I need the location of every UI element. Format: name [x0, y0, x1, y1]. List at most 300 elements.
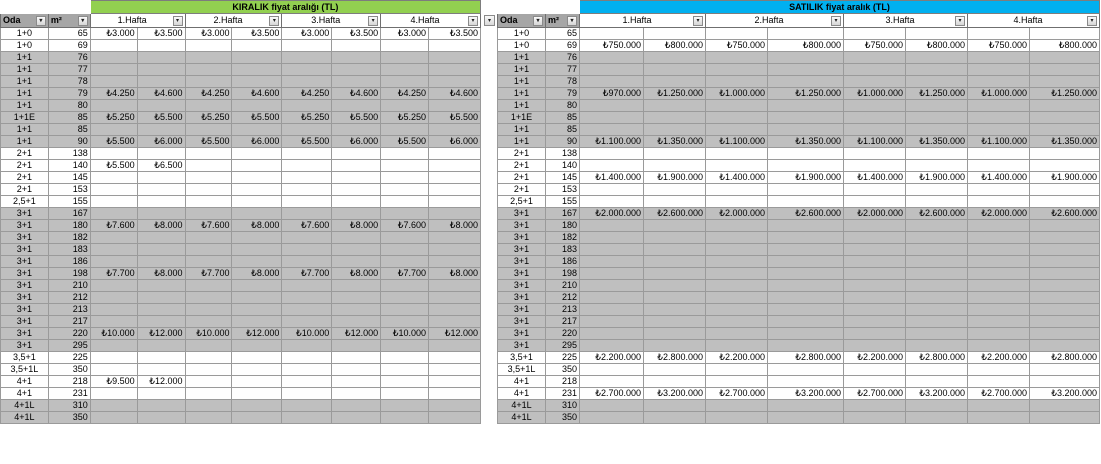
area-cell[interactable]: 140	[48, 160, 90, 172]
price-min-cell[interactable]	[580, 412, 644, 424]
area-cell[interactable]: 167	[48, 208, 90, 220]
room-type-cell[interactable]: 3+1	[1, 244, 49, 256]
price-max-cell[interactable]	[332, 388, 381, 400]
price-max-cell[interactable]: ₺3.500	[232, 28, 282, 40]
price-max-cell[interactable]	[906, 376, 968, 388]
area-cell[interactable]: 295	[48, 340, 90, 352]
price-max-cell[interactable]: ₺1.250.000	[906, 88, 968, 100]
area-cell[interactable]: 218	[48, 376, 90, 388]
price-min-cell[interactable]	[90, 244, 137, 256]
price-max-cell[interactable]	[137, 124, 185, 136]
price-min-cell[interactable]	[844, 160, 906, 172]
price-max-cell[interactable]	[332, 256, 381, 268]
area-cell[interactable]: 350	[48, 412, 90, 424]
price-min-cell[interactable]: ₺2.000.000	[706, 208, 768, 220]
price-max-cell[interactable]	[232, 208, 282, 220]
price-max-cell[interactable]	[137, 184, 185, 196]
room-type-cell[interactable]: 3+1	[498, 340, 546, 352]
room-type-cell[interactable]: 3+1	[1, 280, 49, 292]
price-min-cell[interactable]	[282, 412, 332, 424]
price-min-cell[interactable]	[844, 100, 906, 112]
price-min-cell[interactable]	[185, 172, 232, 184]
price-min-cell[interactable]	[381, 256, 429, 268]
price-min-cell[interactable]	[185, 400, 232, 412]
area-cell[interactable]: 213	[48, 304, 90, 316]
price-min-cell[interactable]	[706, 220, 768, 232]
price-max-cell[interactable]	[232, 280, 282, 292]
price-min-cell[interactable]	[282, 400, 332, 412]
price-min-cell[interactable]: ₺2.700.000	[844, 388, 906, 400]
price-max-cell[interactable]	[332, 172, 381, 184]
price-min-cell[interactable]	[185, 376, 232, 388]
price-min-cell[interactable]: ₺5.250	[90, 112, 137, 124]
room-type-cell[interactable]: 1+1	[498, 88, 546, 100]
price-min-cell[interactable]	[381, 316, 429, 328]
price-min-cell[interactable]: ₺2.700.000	[706, 388, 768, 400]
area-cell[interactable]: 182	[48, 232, 90, 244]
price-max-cell[interactable]: ₺3.500	[332, 28, 381, 40]
price-min-cell[interactable]	[580, 28, 644, 40]
price-max-cell[interactable]	[906, 112, 968, 124]
price-min-cell[interactable]	[381, 364, 429, 376]
price-min-cell[interactable]	[90, 196, 137, 208]
price-min-cell[interactable]	[185, 184, 232, 196]
room-type-cell[interactable]: 2+1	[498, 160, 546, 172]
price-max-cell[interactable]	[429, 160, 481, 172]
price-max-cell[interactable]	[644, 328, 706, 340]
header-week-4[interactable]	[968, 14, 1100, 28]
price-max-cell[interactable]	[137, 340, 185, 352]
price-max-cell[interactable]: ₺2.800.000	[906, 352, 968, 364]
room-type-cell[interactable]: 2+1	[1, 184, 49, 196]
price-max-cell[interactable]	[232, 172, 282, 184]
area-cell[interactable]: 180	[546, 220, 580, 232]
price-max-cell[interactable]	[232, 52, 282, 64]
price-max-cell[interactable]	[906, 244, 968, 256]
header-oda[interactable]	[1, 14, 49, 28]
price-min-cell[interactable]	[844, 28, 906, 40]
price-max-cell[interactable]	[768, 184, 844, 196]
filter-dropdown-icon[interactable]: ▾	[78, 16, 88, 26]
price-max-cell[interactable]	[137, 244, 185, 256]
price-min-cell[interactable]	[844, 232, 906, 244]
price-min-cell[interactable]	[968, 100, 1030, 112]
price-max-cell[interactable]	[332, 196, 381, 208]
price-min-cell[interactable]	[580, 244, 644, 256]
price-max-cell[interactable]: ₺6.500	[137, 160, 185, 172]
price-min-cell[interactable]	[185, 364, 232, 376]
price-max-cell[interactable]: ₺12.000	[137, 376, 185, 388]
price-max-cell[interactable]	[232, 40, 282, 52]
room-type-cell[interactable]: 3+1	[498, 292, 546, 304]
price-max-cell[interactable]	[906, 196, 968, 208]
room-type-cell[interactable]: 1+1	[498, 100, 546, 112]
price-max-cell[interactable]	[332, 52, 381, 64]
price-min-cell[interactable]: ₺4.250	[381, 88, 429, 100]
price-min-cell[interactable]	[580, 280, 644, 292]
price-max-cell[interactable]	[137, 40, 185, 52]
price-max-cell[interactable]	[137, 64, 185, 76]
price-min-cell[interactable]	[580, 100, 644, 112]
price-max-cell[interactable]	[644, 64, 706, 76]
room-type-cell[interactable]: 4+1L	[498, 400, 546, 412]
filter-dropdown-icon[interactable]: ▾	[955, 16, 965, 26]
price-max-cell[interactable]	[332, 148, 381, 160]
price-min-cell[interactable]	[968, 148, 1030, 160]
price-max-cell[interactable]: ₺3.200.000	[768, 388, 844, 400]
price-min-cell[interactable]	[580, 184, 644, 196]
price-max-cell[interactable]	[644, 412, 706, 424]
area-cell[interactable]: 167	[546, 208, 580, 220]
price-max-cell[interactable]	[232, 196, 282, 208]
room-type-cell[interactable]: 3+1	[1, 316, 49, 328]
price-max-cell[interactable]	[332, 304, 381, 316]
price-max-cell[interactable]	[1030, 232, 1100, 244]
price-min-cell[interactable]	[968, 328, 1030, 340]
price-min-cell[interactable]: ₺1.400.000	[968, 172, 1030, 184]
price-max-cell[interactable]	[906, 184, 968, 196]
price-max-cell[interactable]	[232, 376, 282, 388]
room-type-cell[interactable]: 3+1	[498, 256, 546, 268]
price-min-cell[interactable]	[706, 280, 768, 292]
area-cell[interactable]: 231	[546, 388, 580, 400]
header-week-1[interactable]	[580, 14, 706, 28]
price-max-cell[interactable]	[768, 316, 844, 328]
price-max-cell[interactable]	[906, 76, 968, 88]
price-max-cell[interactable]	[644, 232, 706, 244]
price-max-cell[interactable]	[906, 160, 968, 172]
price-min-cell[interactable]	[282, 256, 332, 268]
area-cell[interactable]: 153	[48, 184, 90, 196]
price-min-cell[interactable]: ₺750.000	[580, 40, 644, 52]
room-type-cell[interactable]: 3+1	[1, 256, 49, 268]
price-max-cell[interactable]	[429, 64, 481, 76]
price-min-cell[interactable]	[185, 352, 232, 364]
area-cell[interactable]: 182	[546, 232, 580, 244]
room-type-cell[interactable]: 2+1	[1, 172, 49, 184]
price-min-cell[interactable]	[968, 364, 1030, 376]
price-max-cell[interactable]	[768, 220, 844, 232]
price-max-cell[interactable]	[1030, 280, 1100, 292]
price-max-cell[interactable]: ₺2.600.000	[644, 208, 706, 220]
price-min-cell[interactable]	[844, 148, 906, 160]
area-cell[interactable]: 80	[48, 100, 90, 112]
price-max-cell[interactable]	[768, 76, 844, 88]
price-min-cell[interactable]	[968, 160, 1030, 172]
price-max-cell[interactable]	[332, 364, 381, 376]
price-max-cell[interactable]	[429, 124, 481, 136]
price-max-cell[interactable]	[768, 52, 844, 64]
price-max-cell[interactable]	[768, 268, 844, 280]
price-min-cell[interactable]	[282, 160, 332, 172]
price-max-cell[interactable]	[906, 400, 968, 412]
price-min-cell[interactable]	[282, 364, 332, 376]
area-cell[interactable]: 69	[546, 40, 580, 52]
price-min-cell[interactable]	[185, 196, 232, 208]
price-max-cell[interactable]	[232, 400, 282, 412]
room-type-cell[interactable]: 1+0	[1, 40, 49, 52]
price-max-cell[interactable]: ₺2.600.000	[1030, 208, 1100, 220]
price-max-cell[interactable]	[137, 196, 185, 208]
header-m2[interactable]	[48, 14, 90, 28]
price-max-cell[interactable]	[232, 100, 282, 112]
price-min-cell[interactable]	[185, 40, 232, 52]
price-min-cell[interactable]: ₺750.000	[844, 40, 906, 52]
area-cell[interactable]: 295	[546, 340, 580, 352]
area-cell[interactable]: 138	[546, 148, 580, 160]
price-max-cell[interactable]: ₺8.000	[332, 268, 381, 280]
price-max-cell[interactable]	[906, 100, 968, 112]
price-min-cell[interactable]	[381, 376, 429, 388]
price-max-cell[interactable]	[332, 184, 381, 196]
price-min-cell[interactable]	[968, 124, 1030, 136]
price-min-cell[interactable]	[580, 376, 644, 388]
area-cell[interactable]: 145	[48, 172, 90, 184]
price-max-cell[interactable]	[332, 76, 381, 88]
area-cell[interactable]: 153	[546, 184, 580, 196]
price-max-cell[interactable]	[768, 100, 844, 112]
price-min-cell[interactable]	[968, 220, 1030, 232]
price-min-cell[interactable]	[580, 232, 644, 244]
price-max-cell[interactable]	[429, 184, 481, 196]
price-max-cell[interactable]	[332, 124, 381, 136]
price-max-cell[interactable]	[332, 352, 381, 364]
price-min-cell[interactable]	[706, 28, 768, 40]
price-min-cell[interactable]	[844, 268, 906, 280]
price-min-cell[interactable]	[282, 100, 332, 112]
price-min-cell[interactable]: ₺7.600	[381, 220, 429, 232]
room-type-cell[interactable]: 1+0	[1, 28, 49, 40]
price-min-cell[interactable]	[706, 148, 768, 160]
price-min-cell[interactable]: ₺3.000	[90, 28, 137, 40]
price-min-cell[interactable]: ₺3.000	[282, 28, 332, 40]
price-max-cell[interactable]: ₺8.000	[232, 220, 282, 232]
price-min-cell[interactable]	[844, 76, 906, 88]
room-type-cell[interactable]: 3+1	[1, 292, 49, 304]
price-max-cell[interactable]	[332, 340, 381, 352]
area-cell[interactable]: 198	[48, 268, 90, 280]
price-min-cell[interactable]	[968, 316, 1030, 328]
header-week-3[interactable]	[844, 14, 968, 28]
price-max-cell[interactable]	[906, 364, 968, 376]
area-cell[interactable]: 210	[48, 280, 90, 292]
price-max-cell[interactable]	[768, 292, 844, 304]
price-max-cell[interactable]	[906, 256, 968, 268]
price-min-cell[interactable]	[282, 148, 332, 160]
price-min-cell[interactable]	[706, 52, 768, 64]
price-min-cell[interactable]	[282, 76, 332, 88]
price-min-cell[interactable]	[381, 352, 429, 364]
room-type-cell[interactable]: 2+1	[498, 172, 546, 184]
price-max-cell[interactable]	[644, 316, 706, 328]
price-min-cell[interactable]	[381, 196, 429, 208]
area-cell[interactable]: 220	[48, 328, 90, 340]
price-min-cell[interactable]	[706, 160, 768, 172]
room-type-cell[interactable]: 1+1	[498, 64, 546, 76]
price-min-cell[interactable]	[90, 64, 137, 76]
price-max-cell[interactable]	[1030, 364, 1100, 376]
area-cell[interactable]: 198	[546, 268, 580, 280]
price-max-cell[interactable]	[644, 376, 706, 388]
price-max-cell[interactable]	[906, 232, 968, 244]
price-min-cell[interactable]	[580, 268, 644, 280]
price-max-cell[interactable]	[768, 112, 844, 124]
price-max-cell[interactable]	[429, 244, 481, 256]
price-max-cell[interactable]	[137, 100, 185, 112]
price-max-cell[interactable]: ₺800.000	[768, 40, 844, 52]
price-max-cell[interactable]	[137, 304, 185, 316]
price-max-cell[interactable]	[1030, 196, 1100, 208]
price-min-cell[interactable]	[185, 160, 232, 172]
price-max-cell[interactable]	[137, 352, 185, 364]
price-max-cell[interactable]	[137, 292, 185, 304]
price-min-cell[interactable]	[185, 232, 232, 244]
room-type-cell[interactable]: 3+1	[498, 328, 546, 340]
area-cell[interactable]: 90	[546, 136, 580, 148]
price-max-cell[interactable]	[1030, 256, 1100, 268]
price-min-cell[interactable]	[580, 52, 644, 64]
price-max-cell[interactable]: ₺800.000	[644, 40, 706, 52]
price-min-cell[interactable]	[580, 328, 644, 340]
price-max-cell[interactable]	[906, 316, 968, 328]
price-min-cell[interactable]: ₺10.000	[90, 328, 137, 340]
price-min-cell[interactable]: ₺1.400.000	[706, 172, 768, 184]
area-cell[interactable]: 65	[48, 28, 90, 40]
price-min-cell[interactable]: ₺10.000	[282, 328, 332, 340]
area-cell[interactable]: 138	[48, 148, 90, 160]
price-min-cell[interactable]	[381, 232, 429, 244]
price-min-cell[interactable]	[580, 256, 644, 268]
price-min-cell[interactable]	[185, 208, 232, 220]
price-min-cell[interactable]: ₺5.500	[90, 136, 137, 148]
area-cell[interactable]: 76	[48, 52, 90, 64]
price-min-cell[interactable]	[968, 196, 1030, 208]
price-max-cell[interactable]	[1030, 64, 1100, 76]
price-min-cell[interactable]	[968, 28, 1030, 40]
price-max-cell[interactable]	[1030, 316, 1100, 328]
price-max-cell[interactable]: ₺3.200.000	[644, 388, 706, 400]
price-max-cell[interactable]	[768, 232, 844, 244]
area-cell[interactable]: 350	[546, 412, 580, 424]
price-min-cell[interactable]: ₺5.500	[185, 136, 232, 148]
room-type-cell[interactable]: 4+1	[498, 388, 546, 400]
room-type-cell[interactable]: 3+1	[498, 244, 546, 256]
price-min-cell[interactable]	[90, 52, 137, 64]
price-max-cell[interactable]	[429, 100, 481, 112]
price-min-cell[interactable]	[968, 112, 1030, 124]
price-max-cell[interactable]	[137, 400, 185, 412]
price-min-cell[interactable]	[968, 244, 1030, 256]
price-max-cell[interactable]	[429, 340, 481, 352]
price-min-cell[interactable]	[185, 316, 232, 328]
price-max-cell[interactable]	[232, 340, 282, 352]
room-type-cell[interactable]: 1+1E	[498, 112, 546, 124]
room-type-cell[interactable]: 1+1	[1, 64, 49, 76]
price-min-cell[interactable]	[381, 100, 429, 112]
price-max-cell[interactable]	[906, 124, 968, 136]
price-max-cell[interactable]	[137, 280, 185, 292]
price-min-cell[interactable]: ₺2.200.000	[706, 352, 768, 364]
price-min-cell[interactable]	[381, 244, 429, 256]
price-max-cell[interactable]: ₺5.500	[137, 112, 185, 124]
price-min-cell[interactable]: ₺3.000	[185, 28, 232, 40]
price-max-cell[interactable]	[644, 52, 706, 64]
price-min-cell[interactable]	[580, 64, 644, 76]
area-cell[interactable]: 155	[48, 196, 90, 208]
price-min-cell[interactable]	[706, 268, 768, 280]
price-min-cell[interactable]: ₺1.000.000	[706, 88, 768, 100]
price-max-cell[interactable]	[906, 412, 968, 424]
price-min-cell[interactable]: ₺1.100.000	[706, 136, 768, 148]
price-min-cell[interactable]: ₺1.000.000	[844, 88, 906, 100]
header-week-3[interactable]	[282, 14, 381, 28]
price-max-cell[interactable]: ₺4.600	[232, 88, 282, 100]
area-cell[interactable]: 90	[48, 136, 90, 148]
room-type-cell[interactable]: 4+1L	[1, 412, 49, 424]
price-max-cell[interactable]	[768, 64, 844, 76]
price-min-cell[interactable]	[185, 124, 232, 136]
price-min-cell[interactable]: ₺750.000	[706, 40, 768, 52]
price-max-cell[interactable]	[232, 232, 282, 244]
price-min-cell[interactable]	[706, 364, 768, 376]
price-max-cell[interactable]: ₺8.000	[332, 220, 381, 232]
price-min-cell[interactable]	[844, 184, 906, 196]
price-max-cell[interactable]	[644, 220, 706, 232]
price-max-cell[interactable]	[1030, 76, 1100, 88]
area-cell[interactable]: 310	[48, 400, 90, 412]
price-min-cell[interactable]	[381, 172, 429, 184]
price-min-cell[interactable]	[185, 64, 232, 76]
price-min-cell[interactable]	[844, 376, 906, 388]
price-min-cell[interactable]	[844, 64, 906, 76]
price-max-cell[interactable]	[429, 280, 481, 292]
price-max-cell[interactable]	[332, 280, 381, 292]
price-min-cell[interactable]	[185, 76, 232, 88]
price-min-cell[interactable]	[968, 400, 1030, 412]
area-cell[interactable]: 79	[546, 88, 580, 100]
price-max-cell[interactable]	[1030, 52, 1100, 64]
price-max-cell[interactable]	[906, 304, 968, 316]
room-type-cell[interactable]: 1+0	[498, 28, 546, 40]
price-max-cell[interactable]	[1030, 100, 1100, 112]
price-max-cell[interactable]	[429, 172, 481, 184]
price-min-cell[interactable]	[844, 400, 906, 412]
price-min-cell[interactable]	[381, 280, 429, 292]
price-max-cell[interactable]	[232, 364, 282, 376]
price-min-cell[interactable]	[706, 328, 768, 340]
room-type-cell[interactable]: 3,5+1L	[498, 364, 546, 376]
price-min-cell[interactable]	[381, 64, 429, 76]
price-min-cell[interactable]: ₺1.000.000	[968, 88, 1030, 100]
price-min-cell[interactable]: ₺10.000	[185, 328, 232, 340]
price-min-cell[interactable]	[185, 340, 232, 352]
area-cell[interactable]: 225	[546, 352, 580, 364]
price-max-cell[interactable]	[137, 52, 185, 64]
room-type-cell[interactable]: 1+1	[498, 136, 546, 148]
price-min-cell[interactable]	[706, 100, 768, 112]
price-min-cell[interactable]	[381, 148, 429, 160]
price-min-cell[interactable]	[580, 112, 644, 124]
price-min-cell[interactable]	[844, 124, 906, 136]
price-min-cell[interactable]: ₺4.250	[90, 88, 137, 100]
price-max-cell[interactable]	[137, 148, 185, 160]
price-max-cell[interactable]	[332, 232, 381, 244]
price-max-cell[interactable]: ₺8.000	[429, 220, 481, 232]
filter-dropdown-icon[interactable]: ▾	[1087, 16, 1097, 26]
price-max-cell[interactable]	[137, 316, 185, 328]
price-min-cell[interactable]	[282, 52, 332, 64]
room-type-cell[interactable]: 2+1	[498, 148, 546, 160]
